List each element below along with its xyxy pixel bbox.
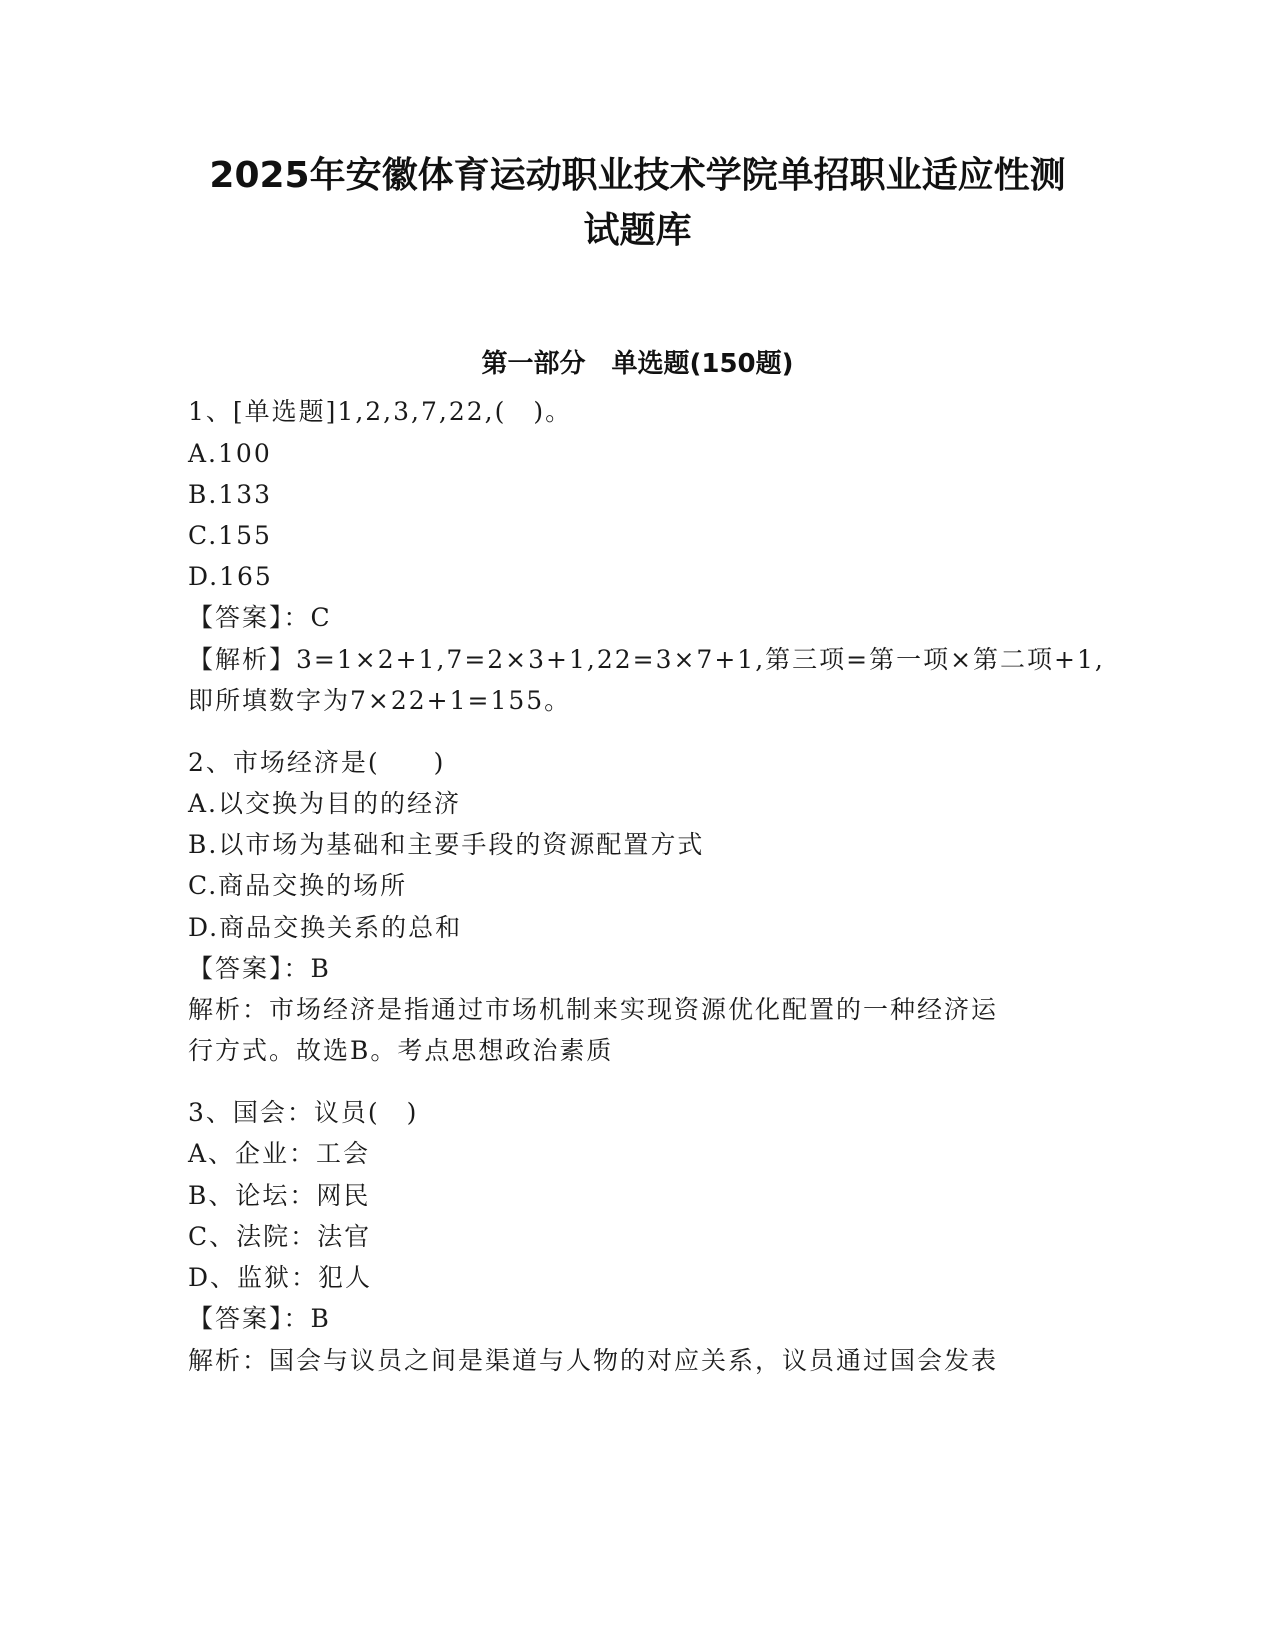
question-3-option-c: C、法院：法官 bbox=[188, 1222, 372, 1251]
question-2-option-b: B.以市场为基础和主要手段的资源配置方式 bbox=[188, 830, 705, 859]
question-2-explanation-line-1: 解析：市场经济是指通过市场机制来实现资源优化配置的一种经济运 bbox=[188, 995, 999, 1024]
question-2-option-a: A.以交换为目的的经济 bbox=[188, 789, 462, 818]
question-1-answer: 【答案】：C bbox=[188, 603, 332, 632]
document-title: 2025年安徽体育运动职业技术学院单招职业适应性测 bbox=[209, 155, 1066, 196]
question-1-option-d: D.165 bbox=[188, 562, 273, 591]
section-heading: 第一部分 单选题(150题) bbox=[481, 349, 794, 379]
question-1-explanation-line-1: 【解析】3=1×2+1,7=2×3+1,22=3×7+1,第三项=第一项×第二项+1, bbox=[188, 645, 1105, 674]
question-2-explanation-line-2: 行方式。故选B。考点思想政治素质 bbox=[188, 1036, 614, 1065]
question-2-stem: 2、市场经济是( ) bbox=[188, 748, 446, 777]
question-3-option-a: A、企业：工会 bbox=[188, 1139, 371, 1168]
document-title-continued: 试题库 bbox=[583, 210, 692, 251]
question-2-option-d: D.商品交换关系的总和 bbox=[188, 913, 463, 942]
question-3-option-b: B、论坛：网民 bbox=[188, 1181, 371, 1210]
question-3-explanation-line-1: 解析：国会与议员之间是渠道与人物的对应关系，议员通过国会发表 bbox=[188, 1346, 999, 1375]
question-1-option-c: C.155 bbox=[188, 521, 272, 550]
question-3-answer: 【答案】：B bbox=[188, 1304, 331, 1333]
question-2-answer: 【答案】：B bbox=[188, 954, 331, 983]
question-1-stem: 1、[单选题]1,2,3,7,22,( )。 bbox=[188, 397, 573, 426]
question-3-stem: 3、国会：议员( ) bbox=[188, 1098, 419, 1127]
question-1-option-b: B.133 bbox=[188, 480, 273, 509]
question-2-option-c: C.商品交换的场所 bbox=[188, 871, 408, 900]
question-3-option-d: D、监狱：犯人 bbox=[188, 1263, 373, 1292]
question-1-explanation-line-2: 即所填数字为7×22+1=155。 bbox=[188, 686, 572, 715]
question-1-option-a: A.100 bbox=[188, 439, 272, 468]
